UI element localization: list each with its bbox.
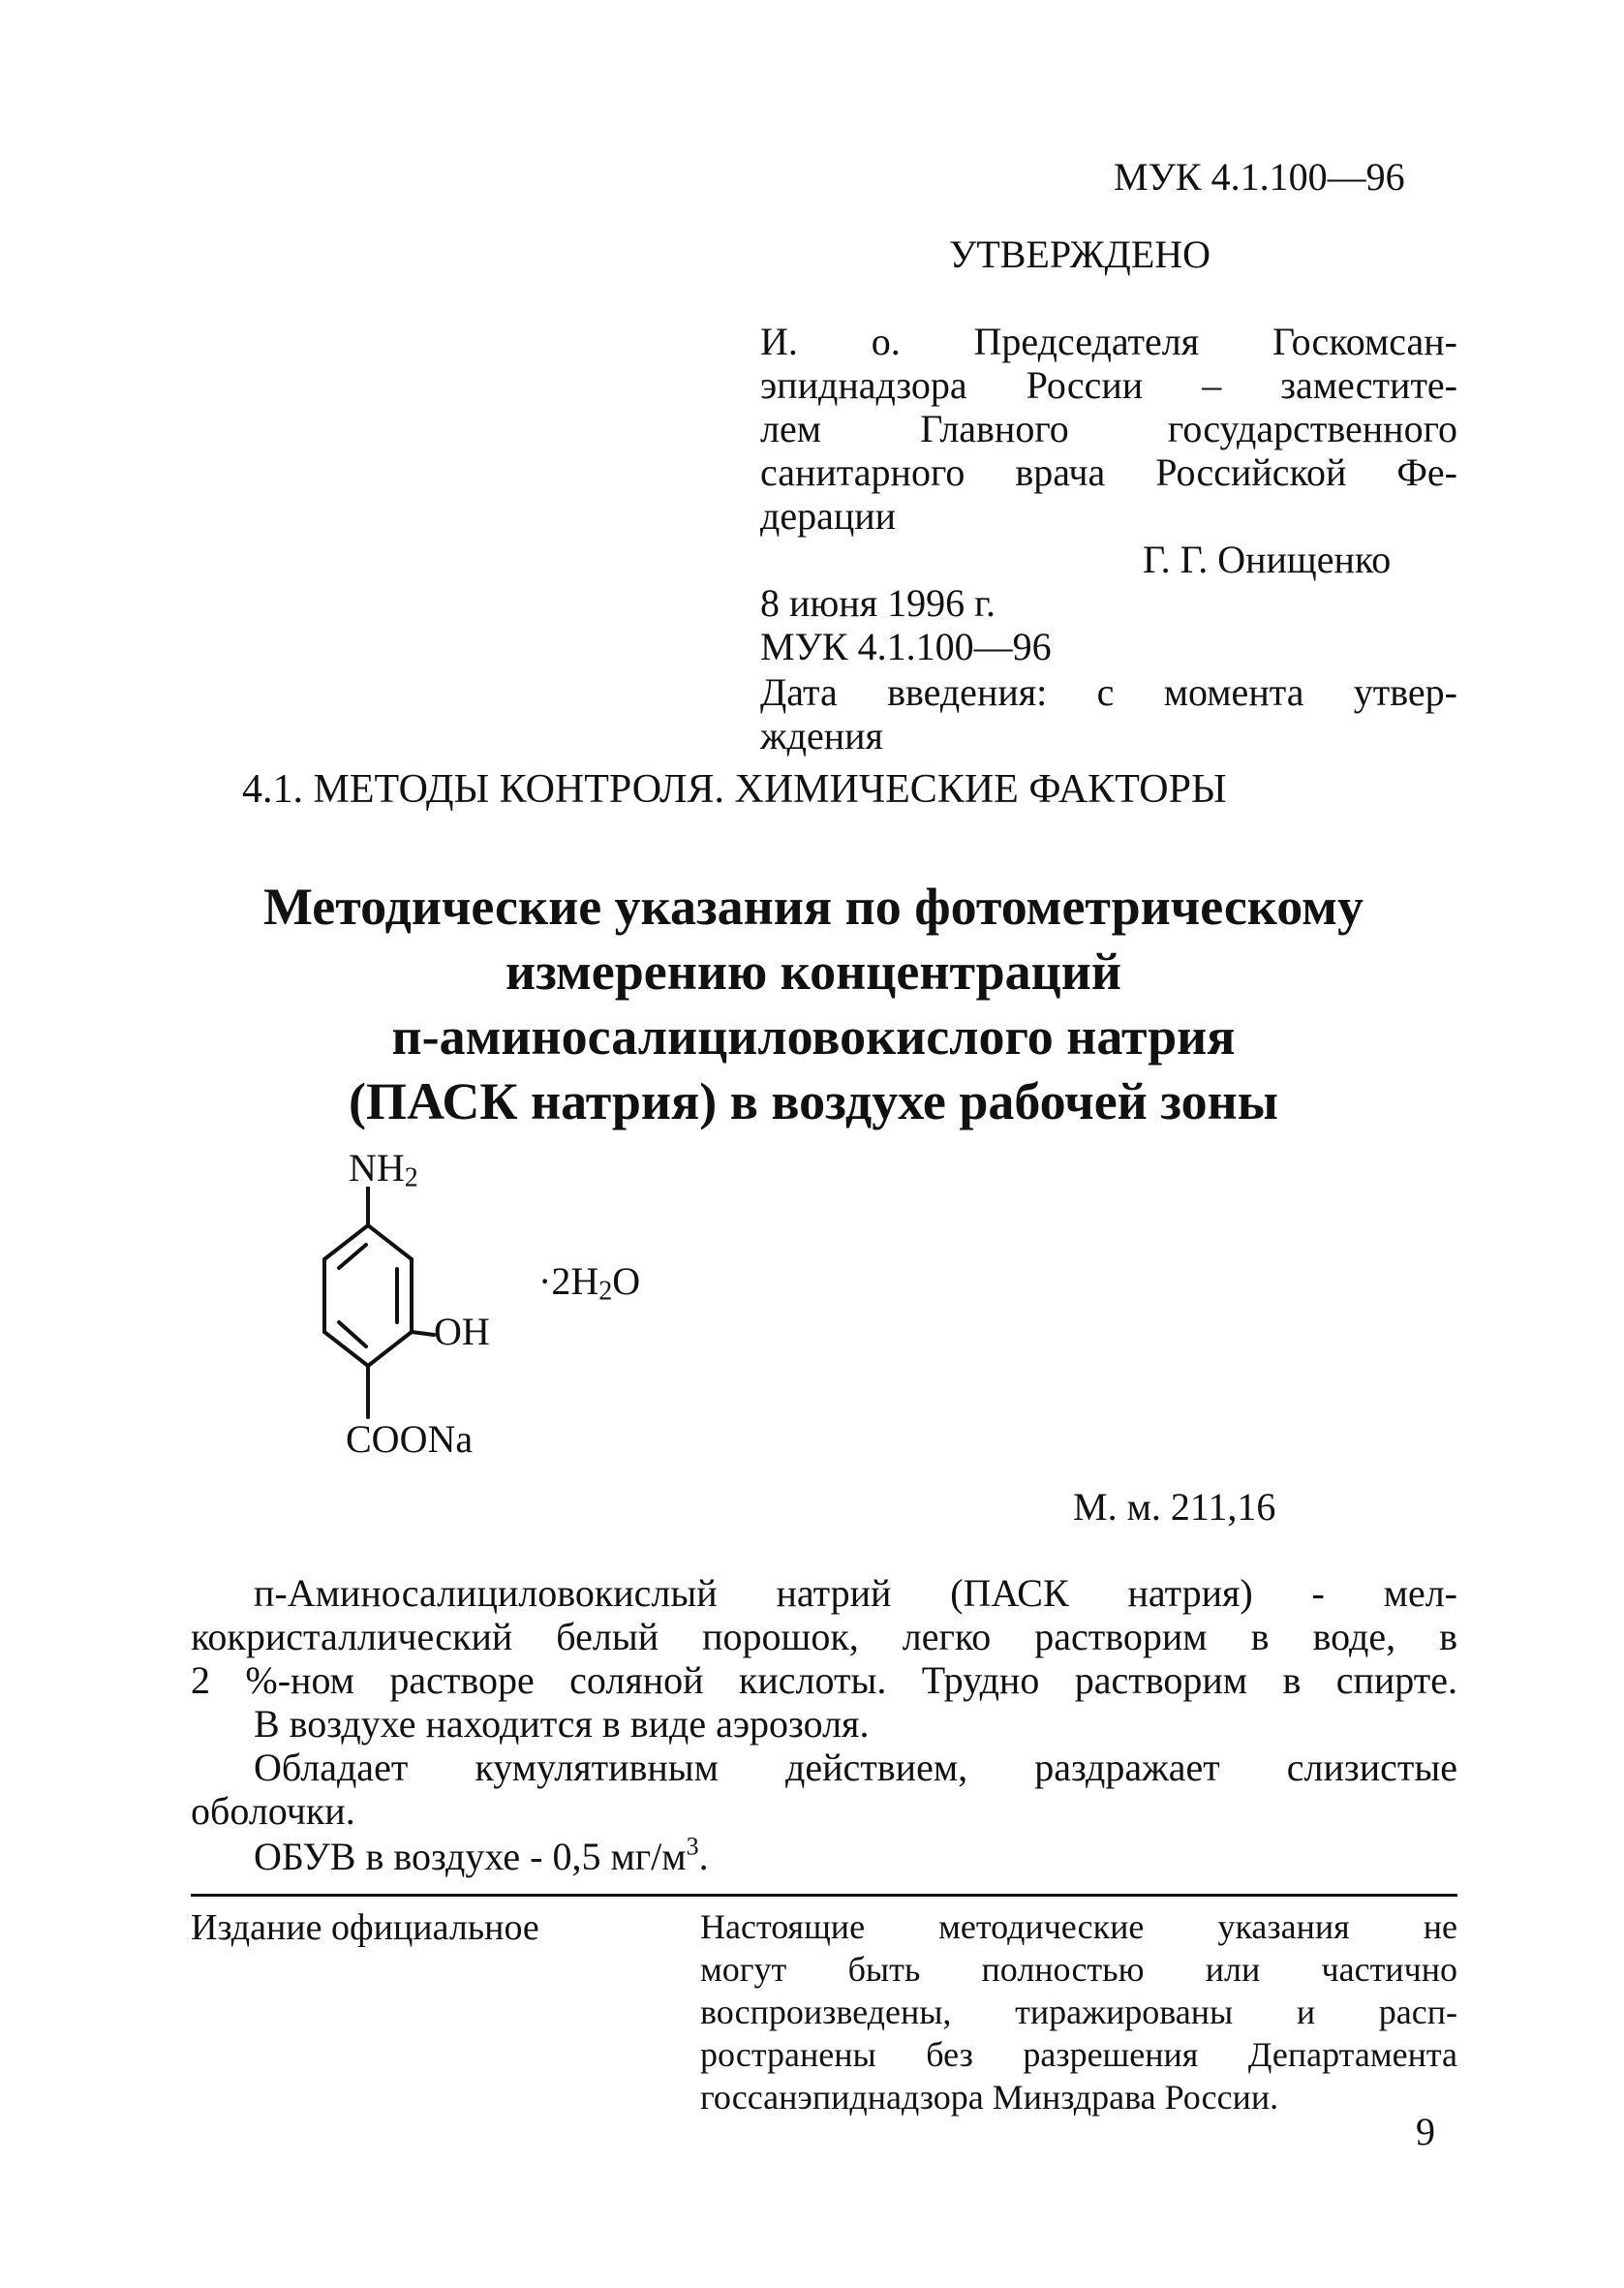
approval-line: лем Главного государственного xyxy=(760,407,1457,450)
notice-line: могут быть полностью или частично xyxy=(700,1950,1457,1989)
hydrate-label: $\cdot 2H_2O$ xyxy=(538,1259,641,1307)
hydroxyl-group-label: OH xyxy=(434,1310,490,1353)
approved-stamp: УТВЕРЖДЕНО xyxy=(949,232,1211,276)
approval-line: эпиднадзора России – заместите- xyxy=(760,363,1457,407)
body-line: 2 %-ном растворе соляной кислоты. Трудно растворим в спирте. xyxy=(191,1658,1457,1702)
edition-label: Издание официальное xyxy=(191,1907,539,1948)
page-number: 9 xyxy=(1416,2110,1435,2153)
intro-date-line: ждения xyxy=(760,714,883,758)
notice-line: Настоящие методические указания не xyxy=(700,1907,1457,1946)
document-title-line: измерению концентраций xyxy=(505,943,1122,1001)
footer-divider xyxy=(191,1894,1457,1897)
approval-line: И. о. Председателя Госкомсан- xyxy=(760,320,1457,363)
carboxylate-group-label: COONa xyxy=(346,1417,474,1461)
approval-line: санитарного врача Российской Фе- xyxy=(760,450,1457,494)
notice-line: ространены без разрешения Департамента xyxy=(700,2035,1457,2074)
document-title-line: п-аминосалициловокислого натрия xyxy=(391,1007,1236,1066)
notice-line: госсанэпиднадзора Минздрава России. xyxy=(700,2078,1279,2117)
body-line: п-Аминосалициловокислый натрий (ПАСК натрия) - мел- xyxy=(254,1571,1457,1615)
body-line: оболочки. xyxy=(191,1789,355,1833)
approval-date: 8 июня 1996 г. xyxy=(760,581,996,625)
body-line: В воздухе находится в виде аэрозоля. xyxy=(254,1702,870,1746)
molar-mass: М. м. 211,16 xyxy=(1073,1485,1276,1529)
amino-group-label: $NH_2$ xyxy=(349,1146,418,1193)
obuv-line: ОБУВ в воздухе - 0,5 $мг/м^3$. xyxy=(254,1832,709,1878)
body-line: кокристаллический белый порошок, легко растворим в воде, в xyxy=(191,1615,1457,1658)
intro-date-line: Дата введения: с момента утвер- xyxy=(760,670,1457,714)
approval-line: дерации xyxy=(760,494,897,538)
document-title-line: Методические указания по фотометрическому xyxy=(263,878,1364,936)
body-line: Обладает кумулятивным действием, раздражает слизистые xyxy=(254,1746,1457,1789)
doc-number: МУК 4.1.100—96 xyxy=(1114,155,1405,199)
document-title-line: (ПАСК натрия) в воздухе рабочей зоны xyxy=(349,1072,1278,1130)
signatory-name: Г. Г. Онищенко xyxy=(1143,538,1392,581)
section-heading: 4.1. МЕТОДЫ КОНТРОЛЯ. ХИМИЧЕСКИЕ ФАКТОРЫ xyxy=(242,767,1227,812)
notice-line: воспроизведены, тиражированы и расп- xyxy=(700,1993,1457,2031)
doc-number-repeat: МУК 4.1.100—96 xyxy=(760,625,1052,668)
